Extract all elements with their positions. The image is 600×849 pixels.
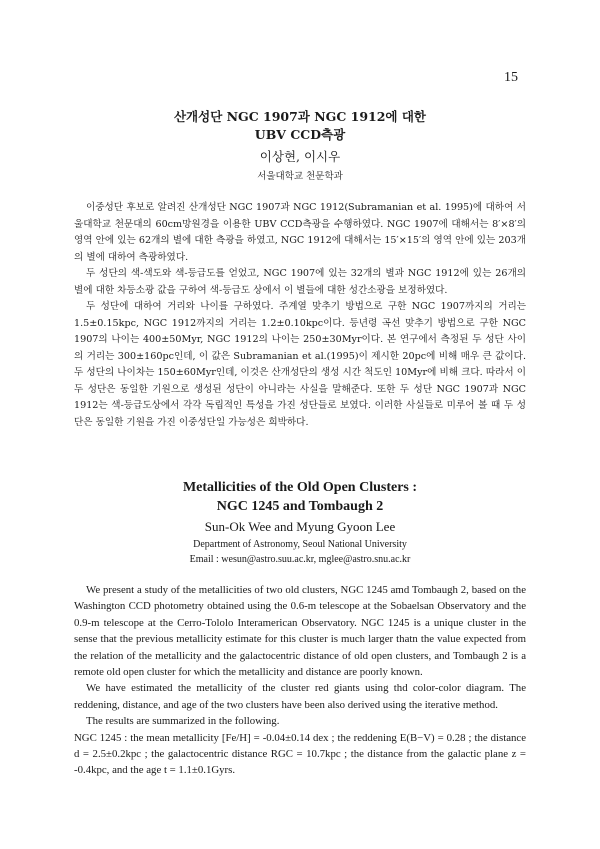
english-authors: Sun-Ok Wee and Myung Gyoon Lee (204, 519, 396, 534)
english-email: Email : wesun@astro.suu.ac.kr, mglee@astro.snu.ac.kr (189, 554, 411, 565)
english-title (74, 478, 526, 516)
korean-paragraph: 두 성단에 대하여 거리와 나이를 구하였다. 주계열 맞추기 방법으로 구한 NGC 1907까지의 거리는 1.5±0.15kpc, NGC 1912까지의 거리는 1.2±0.10kpc이다. 등년령 곡선 맞추기 방법으로 구한 NGC 1907의 나이는 400±50Myr, NGC 1912의 나이는 250±30Myr이다. 본 연구에서 측정된 두 성단 사이의 거리는 300±160pc인데, 이 값은 Subramanian et al.(1995)이 제시한 20pc에 비해 매우 큰 값이다. 두 성단의 나이차는 150±60Myr인데, 이것은 산개성단의 생성 시간 척도인 10Myr에 비해 크다. 따라서 이 두 성단은 동일한 기원으로 생성된 성단이 아니라는 사실을 말해준다. 또한 두 성단 NGC 1907과 NGC 1912는 색-등급도상에서 각각 독립적인 특성을 가진 성단들로 보였다. 이러한 사실들로 미루어 볼 때 두 성단은 동일한 기원을 가진 이중성단일 가능성은 희박하다. (74, 301, 526, 428)
english-paragraph: We have estimated the metallicity of the cluster red giants using thd color-color diagram. The reddening, distance, and age of the two clusters have been also derived using the iterative method. (74, 682, 526, 711)
korean-title (74, 108, 526, 144)
english-paragraph: The results are summarized in the following. (86, 715, 280, 728)
english-results-paragraph: NGC 1245 : the mean metallicity [Fe/H] = -0.04±0.14 dex ; the reddening E(B−V) = 0.28 ; the distance d = 2.5±0.2kpc ; the galactocentric distance RGC = 10.7kpc ; the distance from the galactic plane z = -0.4kpc, and the age t = 1.1±0.1Gyrs. (74, 731, 526, 777)
english-title-line2: NGC 1245 and Tombaugh 2 (216, 499, 384, 514)
page-number: 15 (504, 70, 518, 85)
korean-title-line2: UBV CCD측광 (254, 127, 346, 142)
korean-title-line1: 산개성단 NGC 1907과 NGC 1912에 대한 (173, 109, 427, 124)
korean-paragraph: 두 성단의 색-색도와 색-등급도를 얻었고, NGC 1907에 있는 32개의 별과 NGC 1912에 있는 26개의 별에 대한 차등소광 값을 구하여 색-등급도 상에서 이 별들에 대한 성간소광을 보정하였다. (74, 268, 526, 296)
english-paragraph: We present a study of the metallicities of two old clusters, NGC 1245 amd Tombaugh 2, based on the Washington CCD photometry obtained using the 0.6-m telescope at the Sobaelsan Observatory and the 0.9-m telescope at the Cerro-Tololo Interamerican Observatory. NGC 1245 is a unique cluster in the sense that the previous metallicity estimate for this cluster is much larger thatn the value expected from the relation of the metallicity and the galactocentric distance of old open clusters, and Tombaugh 2 is a remote old open cluster for which the metallicity and distance are poorly known. (74, 584, 526, 679)
korean-affiliation: 서울대학교 천문학과 (257, 171, 343, 182)
english-abstract-body (74, 582, 526, 779)
korean-paragraph: 이중성단 후보로 알려진 산개성단 NGC 1907과 NGC 1912(Subramanian et al. 1995)에 대하여 서울대학교 천문대의 60cm망원경을 이용한 UBV CCD측광을 수행하였다. NGC 1907에 대해서는 8′×8′의 영역 안에 있는 62개의 별에 대한 측광을 하였고, NGC 1912에 대해서는 15′×15′의 영역 안에 있는 203개의 별에 대하여 측광하였다. (74, 202, 526, 263)
english-title-line1: Metallicities of the Old Open Clusters : (182, 480, 418, 495)
english-abstract (74, 478, 526, 779)
korean-authors: 이상현, 이시우 (259, 149, 341, 164)
korean-abstract-body (74, 200, 526, 431)
korean-abstract (74, 108, 526, 431)
english-affiliation: Department of Astronomy, Seoul National University (193, 539, 407, 550)
